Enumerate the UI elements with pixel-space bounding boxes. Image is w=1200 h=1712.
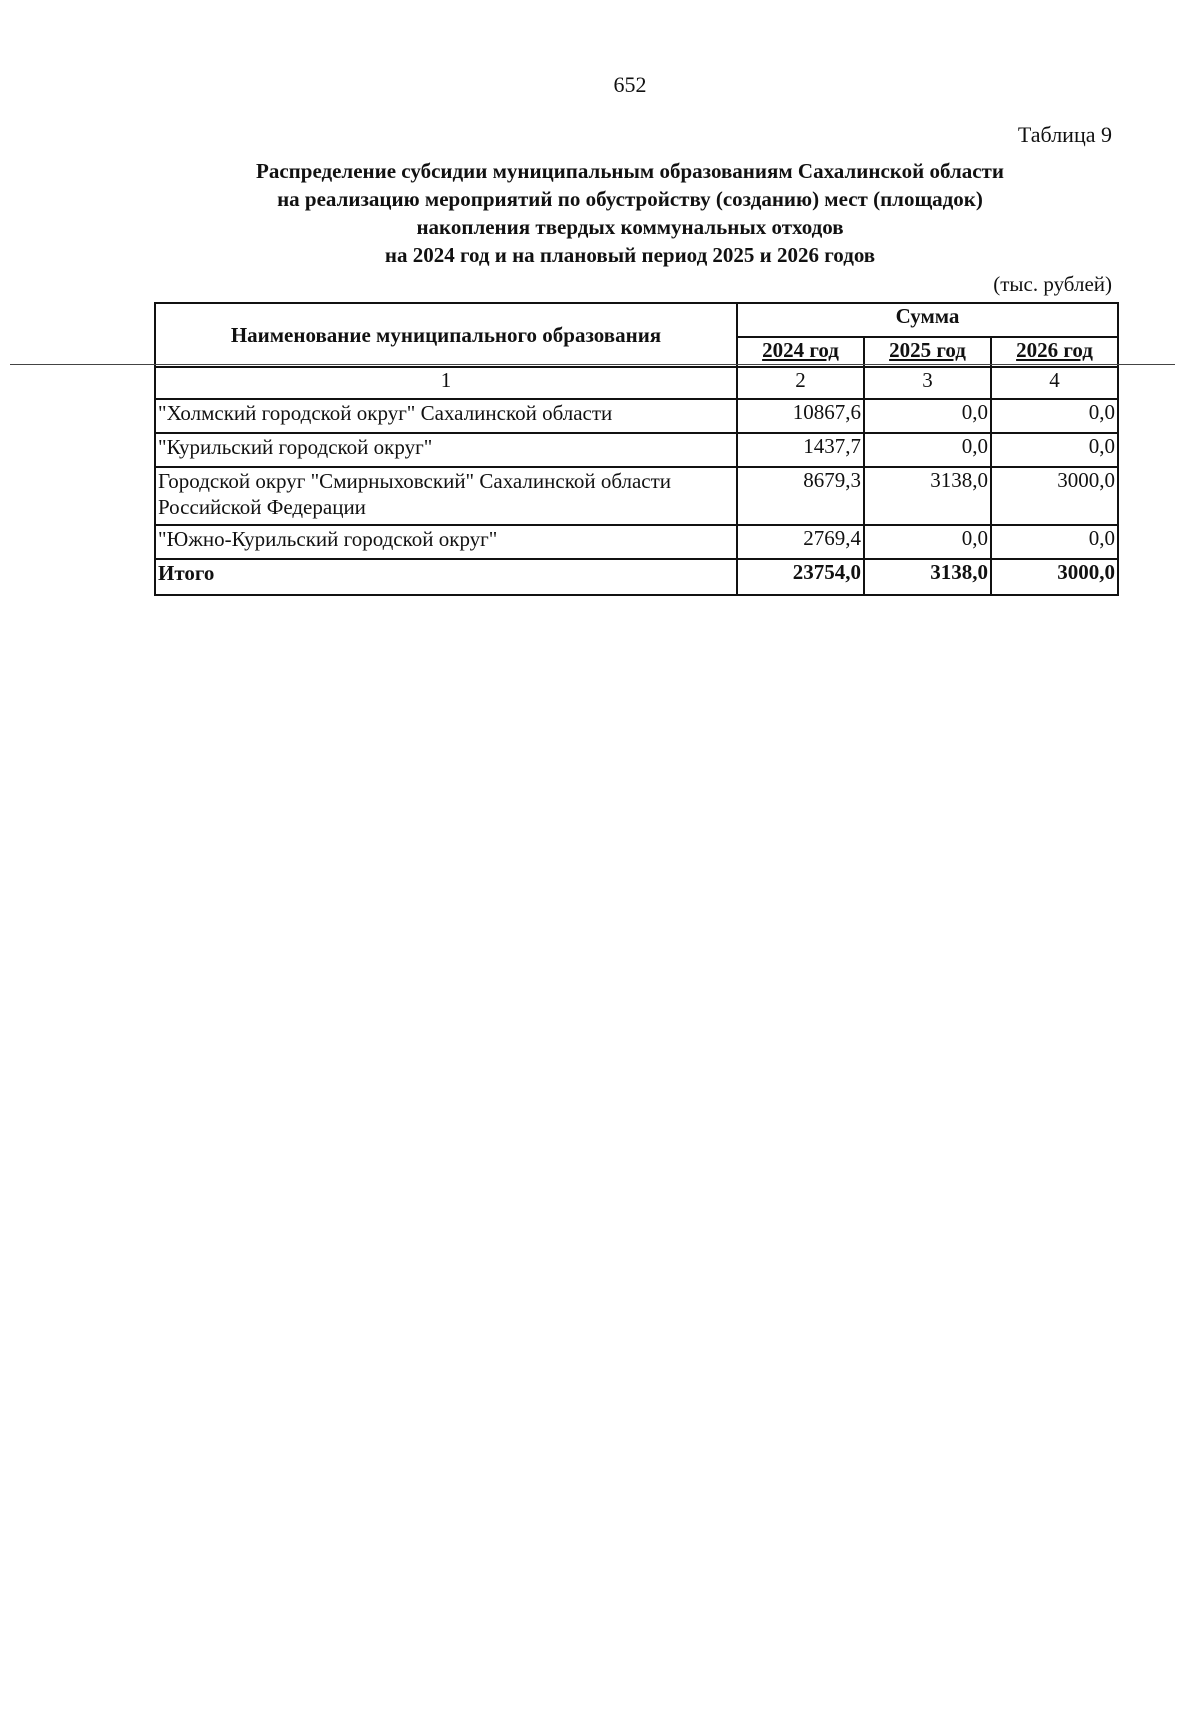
page-number: 652 [613, 72, 647, 97]
column-number: 4 [991, 367, 1118, 399]
amount-2026: 0,0 [991, 433, 1118, 467]
column-number: 1 [155, 367, 737, 399]
column-header-name: Наименование муниципального образования [155, 303, 737, 367]
amount-2026: 0,0 [991, 399, 1118, 433]
municipality-name: "Холмский городской округ" Сахалинской области [155, 399, 737, 433]
table-row [155, 467, 1118, 525]
amount-2025: 3138,0 [864, 467, 991, 525]
municipality-name: "Южно-Курильский городской округ" [155, 525, 737, 559]
scan-artifact-line [10, 364, 1175, 365]
units-label: (тыс. рублей) [993, 272, 1112, 296]
total-2025: 3138,0 [864, 559, 991, 595]
table-row [155, 399, 1118, 433]
amount-2025: 0,0 [864, 399, 991, 433]
amount-2026: 0,0 [991, 525, 1118, 559]
municipality-name: "Курильский городской округ" [155, 433, 737, 467]
column-header-year: 2024 год [737, 337, 864, 367]
total-row [155, 559, 1118, 595]
subsidy-table [154, 302, 1119, 596]
column-header-year: 2025 год [864, 337, 991, 367]
amount-2024: 8679,3 [737, 467, 864, 525]
amount-2024: 2769,4 [737, 525, 864, 559]
amount-2025: 0,0 [864, 525, 991, 559]
amount-2025: 0,0 [864, 433, 991, 467]
amount-2026: 3000,0 [991, 467, 1118, 525]
municipality-name: Городской округ "Смирныховский" Сахалинской области Российской Федерации [155, 467, 737, 525]
title-line: накопления твердых коммунальных отходов [416, 215, 844, 239]
title-line: на 2024 год и на плановый период 2025 и 2026 годов [384, 243, 876, 267]
total-2024: 23754,0 [737, 559, 864, 595]
title-line: Распределение субсидии муниципальным образованиям Сахалинской области [256, 159, 1004, 183]
total-2026: 3000,0 [991, 559, 1118, 595]
column-number-row [155, 367, 1118, 399]
column-header-year: 2026 год [991, 337, 1118, 367]
column-number: 3 [864, 367, 991, 399]
column-number: 2 [737, 367, 864, 399]
table-row [155, 433, 1118, 467]
total-label: Итого [155, 559, 737, 595]
title-line: на реализацию мероприятий по обустройству (созданию) мест (площадок) [277, 187, 983, 211]
column-header-sum: Сумма [737, 303, 1118, 337]
amount-2024: 1437,7 [737, 433, 864, 467]
document-title [150, 157, 1110, 269]
table-label: Таблица 9 [1017, 122, 1112, 147]
amount-2024: 10867,6 [737, 399, 864, 433]
table-row [155, 525, 1118, 559]
